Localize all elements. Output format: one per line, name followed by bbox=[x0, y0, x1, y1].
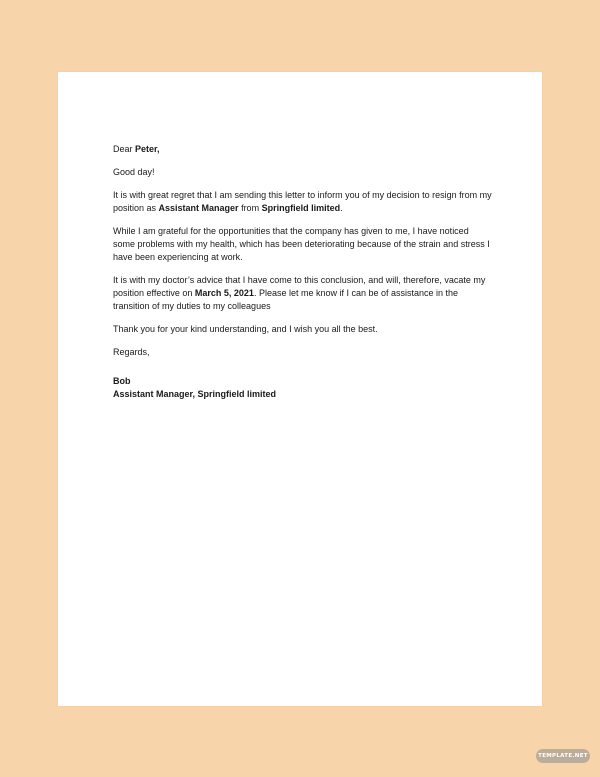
paragraph-text: . Please let me know if I can be of assistance in the transition of my duties to my colleagues bbox=[113, 288, 459, 311]
signature-block bbox=[113, 375, 493, 401]
position-title: Assistant Manager bbox=[158, 203, 239, 213]
salutation bbox=[113, 143, 493, 156]
signature-title: Assistant Manager, Springfield limited bbox=[113, 389, 277, 399]
paragraph-resignation bbox=[113, 189, 493, 215]
letter-body bbox=[113, 143, 493, 411]
watermark-badge: TEMPLATE.NET bbox=[536, 749, 590, 763]
effective-date: March 5, 2021 bbox=[194, 288, 254, 298]
salutation-prefix: Dear bbox=[113, 144, 136, 154]
paragraph-effective-date bbox=[113, 274, 493, 313]
signature-name: Bob bbox=[113, 376, 131, 386]
paragraph-text: . bbox=[340, 203, 343, 213]
paragraph-text: It is with great regret that I am sending this letter to inform you of my decision to resign from my position as bbox=[113, 190, 492, 213]
paragraph-health: While I am grateful for the opportunities that the company has given to me, I have noticed some problems with my health, which has been deteriorating because of the strain and stress I have been experiencing at work. bbox=[113, 226, 490, 262]
paragraph-text: from bbox=[238, 203, 262, 213]
paragraph-thanks: Thank you for your kind understanding, and I wish you all the best. bbox=[113, 324, 378, 334]
closing: Regards, bbox=[113, 347, 150, 357]
letter-page bbox=[58, 72, 542, 706]
recipient-name: Peter, bbox=[135, 144, 160, 154]
company-name: Springfield limited bbox=[261, 203, 341, 213]
opening-line: Good day! bbox=[113, 167, 155, 177]
paragraph-text: It is with my doctor’s advice that I have come to this conclusion, and will, therefore, vacate my position effective on bbox=[113, 275, 486, 298]
